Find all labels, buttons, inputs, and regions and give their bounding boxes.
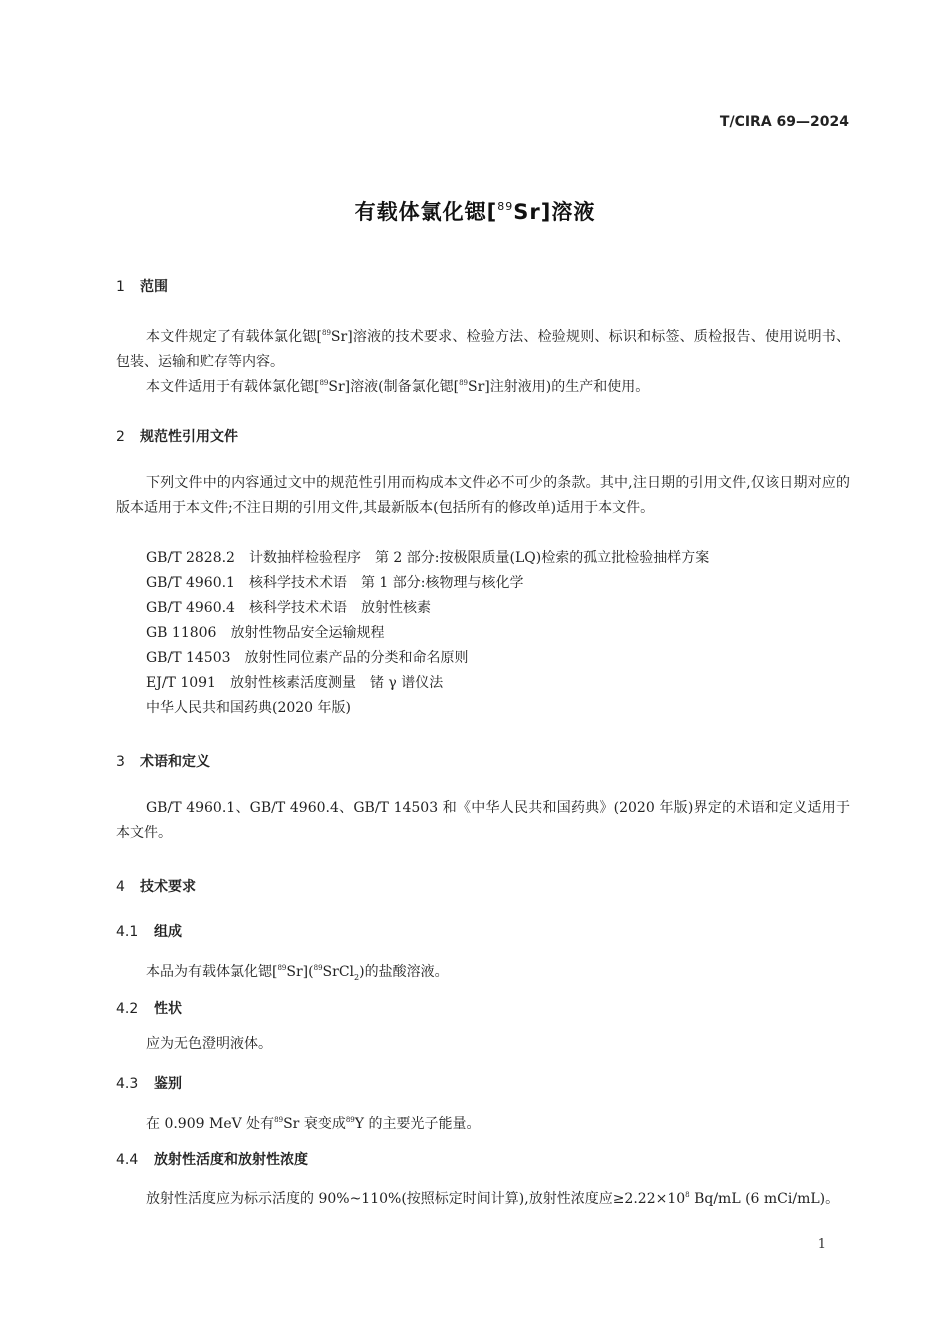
section-number: 2 (116, 429, 125, 445)
reference-text: GB/T 4960.1 (146, 575, 235, 591)
text-run: 本品为有载体氯化锶[ (146, 964, 278, 980)
reference-text: 中华人民共和国药典(2020 年版) (146, 700, 352, 716)
section-4-1-heading: 4.1 组成 (116, 924, 182, 940)
reference-item (146, 646, 469, 671)
reference-text: EJ/T 1091 (146, 675, 216, 691)
title-prefix: 有载体氯化锶[ (354, 200, 498, 224)
reference-text: GB/T 4960.4 (146, 600, 235, 616)
reference-text: 放射性核素活度测量 (229, 675, 356, 691)
text-run: Bq/mL (6 mCi/mL)。 (689, 1191, 840, 1207)
title-element: Sr (513, 200, 541, 224)
script-text: 8 (685, 1191, 690, 1199)
reference-text: 放射性核素 (360, 600, 431, 616)
section-3-text: GB/T 4960.1、GB/T 4960.4、GB/T 14503 和《中华人民共和国药典》(2020 年版)界定的术语和定义适用于本文件。 (116, 800, 850, 841)
section-4-heading (116, 876, 196, 896)
text-run: Sr]注射液用)的生产和使用。 (467, 379, 650, 395)
section-1-paragraph-1 (116, 321, 850, 375)
text-run: SrCl (322, 964, 355, 980)
text-run: Sr 衰变成 (283, 1116, 346, 1132)
reference-text: 放射性同位素产品的分类和命名原则 (244, 650, 469, 666)
section-2-intro: 下列文件中的内容通过文中的规范性引用而构成本文件必不可少的条款。其中,注日期的引用文件,仅该日期对应的版本适用于本文件;不注日期的引用文件,其最新版本(包括所有的修改单)适用于本文件。 (116, 475, 850, 516)
reference-text: 锗 γ 谱仪法 (369, 675, 444, 691)
script-text: 89 (274, 1116, 284, 1124)
text-run: 放射性活度应为标示活度的 90%~110%(按照标定时间计算),放射性浓度应≥2.22×10 (146, 1191, 686, 1207)
script-text: 89 (345, 1116, 355, 1124)
script-text: 89 (313, 964, 323, 972)
section-title: 范围 (140, 279, 168, 295)
section-4-2-text: 应为无色澄明液体。 (146, 1036, 272, 1052)
reference-item (146, 571, 524, 596)
text-run: Sr]( (286, 964, 314, 980)
section-title: 技术要求 (140, 879, 196, 895)
section-2-heading (116, 426, 238, 446)
section-4-2-heading: 4.2 性状 (116, 1001, 182, 1017)
section-number: 4 (116, 879, 125, 895)
reference-text: 核科学技术术语 (248, 575, 347, 591)
section-4-1-text (116, 956, 850, 990)
reference-text: GB/T 14503 (146, 650, 231, 666)
script-text: 89 (321, 329, 331, 337)
text-run: 本文件规定了有载体氯化锶[ (146, 329, 322, 345)
text-run: 本文件适用于有载体氯化锶[ (146, 379, 320, 395)
reference-text: 第 2 部分:按极限质量(LQ)检索的孤立批检验抽样方案 (374, 550, 710, 566)
reference-item (146, 546, 709, 571)
section-number: 1 (116, 279, 125, 295)
reference-item (146, 696, 351, 721)
text-run: 在 0.909 MeV 处有 (146, 1116, 275, 1132)
script-text: 89 (277, 964, 287, 972)
section-1-paragraph-2 (116, 371, 850, 400)
section-1-heading (116, 276, 168, 296)
section-4-3-heading: 4.3 鉴别 (116, 1076, 182, 1092)
reference-item (146, 596, 431, 621)
standard-code: T/CIRA 69—2024 (719, 114, 849, 130)
reference-item (146, 671, 443, 696)
title-mass-number: 89 (497, 200, 514, 213)
reference-item (146, 621, 384, 646)
reference-text: 计数抽样检验程序 (248, 550, 361, 566)
reference-text: 核科学技术术语 (248, 600, 347, 616)
section-number: 3 (116, 754, 125, 770)
section-4-4-text (116, 1183, 850, 1212)
text-run: Sr]溶液(制备氯化锶[ (328, 379, 460, 395)
title-suffix: ]溶液 (540, 200, 596, 224)
reference-text: GB 11806 (146, 625, 217, 641)
section-3-heading (116, 751, 210, 771)
reference-text: 放射性物品安全运输规程 (230, 625, 385, 641)
section-title: 术语和定义 (140, 754, 210, 770)
document-title (0, 196, 950, 226)
section-title: 规范性引用文件 (140, 429, 238, 445)
text-run: Sr]溶液的技术要求、检验方法、检验规则、标识和标签、质检报告、使用说明书、包装、运输和贮存等内容。 (116, 329, 850, 370)
script-text: 89 (459, 379, 468, 387)
script-text: 2 (354, 972, 360, 982)
section-4-4-heading: 4.4 放射性活度和放射性浓度 (116, 1152, 308, 1168)
text-run: Y 的主要光子能量。 (354, 1116, 481, 1132)
reference-text: GB/T 2828.2 (146, 550, 235, 566)
script-text: 89 (319, 379, 329, 387)
text-run: )的盐酸溶液。 (359, 964, 449, 980)
section-4-3-text (116, 1108, 850, 1137)
page-number: 1 (817, 1237, 826, 1252)
reference-text: 第 1 部分:核物理与核化学 (360, 575, 524, 591)
